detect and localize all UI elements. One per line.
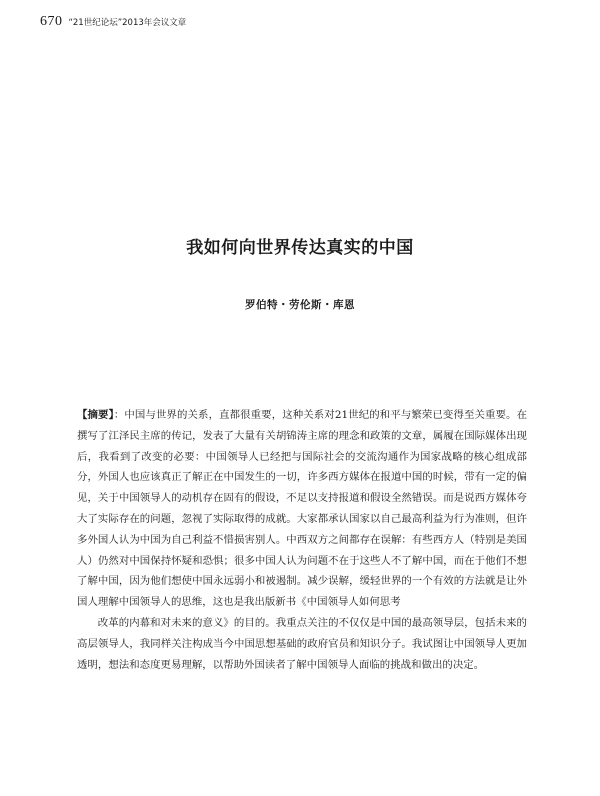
- abstract-label: 【摘要】: [77, 409, 114, 421]
- abstract-text-2: 改革的内幕和对未来的意义》的目的。我重点关注的不仅仅是中国的最高领导层，包括未来的高层领导人，我同样关注构成当今中国思想基础的政府官员和知识分子。我试图让中国领导人更加透明，想法和态度更易理解，以帮助外国读者了解中国领导人面临的挑战和做出的决定。: [77, 616, 527, 671]
- abstract-text-1: ：中国与世界的关系，直都很重要，这种关系对21世纪的和平与繁荣已变得至关重要。在撰写了江泽民主席的传记，发表了大量有关胡锦涛主席的理念和政策的文章，属履在国际媒体出现后，我看到了改变的必要：中国领导人已经把与国际社会的交流沟通作为国家战略的核心组成部分，外国人也应该真正了解正在中国发生的一切，许多西方媒体在报道中国的时候，带有一定的偏见，关于中国领导人的动机存在固有的假设，不足以支持报道和假设全然错误。而是说西方媒体夸大了实际存在的问题，忽视了实际取得的成就。大家都承认国家以自己最高利益为行为准则，但许多外国人认为中国为自己利益不惜损害别人。中西双方之间都存在误解：有些西方人（特别是美国人）仍然对中国保持怀疑和恐惧；很多中国人认为问题不在于这些人不了解中国，而在于他们不想了解中国，因为他们想使中国永远弱小和被遏制。减少误解，缓轻世界的一个有效的方法就是让外国人理解中国领导人的思维，这也是我出版新书《中国领导人如何思考: [77, 409, 528, 609]
- article-title: 我如何向世界传达真实的中国: [186, 238, 414, 258]
- abstract: [77, 405, 527, 675]
- conference-name: “21世纪论坛”2013年会议文章: [68, 18, 187, 28]
- article-author: 罗伯特・劳伦斯・库恩: [245, 299, 355, 311]
- abstract-paragraph-1: [77, 405, 527, 613]
- abstract-paragraph-2: [77, 613, 527, 675]
- running-header: [40, 14, 186, 30]
- page-number: 670: [40, 14, 63, 29]
